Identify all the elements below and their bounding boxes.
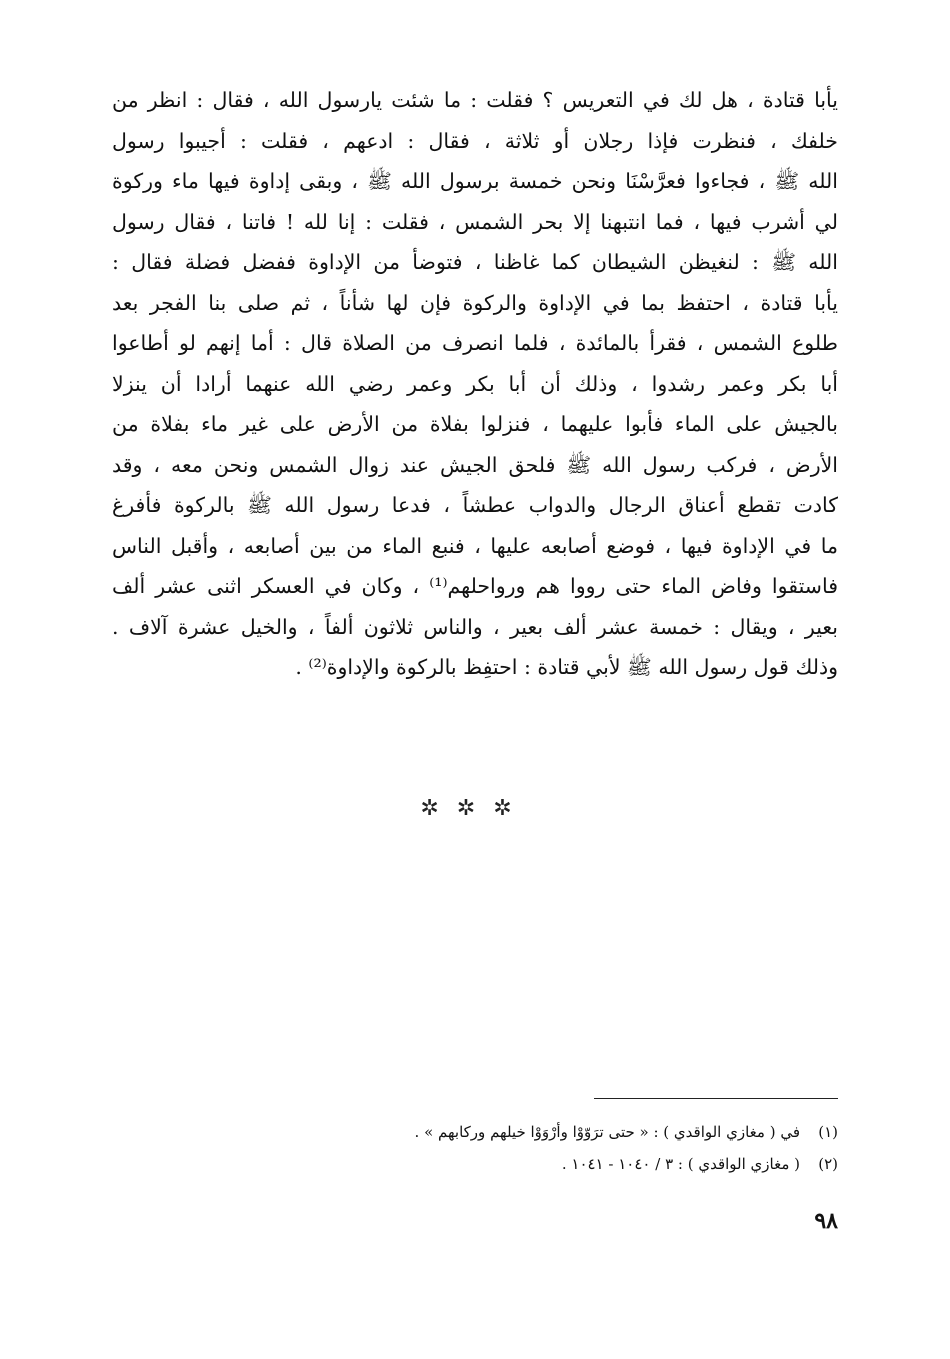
text-line: أبا بكر وعمر رشدوا ، وذلك أن أبا بكر وعمر رضي الله عنهما أرادا أن ينزلا [112,371,838,396]
text-line: يأبا قتادة ، احتفظ بما في الإداوة والركوة فإن لها شأناً ، ثم صلى بنا الفجر بعد [112,290,838,315]
footnote-text: ( مغازي الواقدي ) : ٣ / ١٠٤٠ - ١٠٤١ . [561,1155,800,1173]
text-line: لي أشرب فيها ، فما انتبهنا إلا بحر الشمس ، فقلت : إنا لله ! فاتنا ، فقال رسول [112,209,838,234]
footnote-divider [594,1098,838,1099]
star-ornament-icon: ✲ [456,796,494,821]
star-ornament-icon: ✲ [420,796,457,821]
footnote-number: (٢) [818,1155,838,1173]
text-line: خلفك ، فنظرت فإذا رجلان أو ثلاثة ، فقال : ادعهم ، فقلت : أجيبوا رسول [112,128,838,153]
text-line: يأبا قتادة ، هل لك في التعريس ؟ فقلت : ما شئت يارسول الله ، فقال : انظر من [112,88,838,112]
text-line: فاستقوا وفاض الماء حتى رووا هم ورواحلهم⁽¹⁾ ، وكان في العسكر اثنى عشر ألف [112,574,838,598]
footnote-item [112,1116,838,1148]
footnote-number: (١) [818,1123,838,1141]
footnote-text: في ( مغازي الواقدي ) : « حتى ترَوّوْا وأرْوَوْا خيلهم وركابهم » . [414,1123,800,1141]
footnote-item [112,1148,838,1180]
star-ornament-icon: ✲ [493,796,530,821]
text-line: بالجيش على الماء فأبوا عليهما ، فنزلوا بفلاة من الأرض على غير ماء بفلاة من [112,412,838,436]
text-line: الأرض ، فركب رسول الله ﷺ فلحق الجيش عند زوال الشمس ونحن معه ، وقد [112,452,838,477]
footnotes-block [112,1116,838,1180]
text-line-last: وذلك قول رسول الله ﷺ لأبي قتادة : احتفِظ بالركوة والإداوة⁽²⁾ . [295,655,838,679]
text-line: ما في الإداوة فيها ، فوضع أصابعه عليها ، فنبع الماء من بين أصابعه ، وأقبل الناس [112,533,838,558]
main-text-block [112,80,838,688]
section-separator-stars [0,796,950,821]
page-number: ٩٨ [814,1208,838,1234]
text-line: طلوع الشمس ، فقرأ بالمائدة ، فلما انصرف من الصلاة قال : أما إنهم لو أطاعوا [112,331,838,355]
text-line: الله ﷺ : لنغيظن الشيطان كما غاظنا ، فتوضأ من الإداوة ففضل فضلة فقال : [112,250,838,274]
text-line: بعير ، ويقال : خمسة عشر ألف بعير ، والناس ثلاثون ألفاً ، والخيل عشرة آلاف . [112,614,838,639]
text-line: كادت تقطع أعناق الرجال والدواب عطشاً ، فدعا رسول الله ﷺ بالركوة فأفرغ [112,493,838,517]
text-line: الله ﷺ ، فجاءوا فعرَّسْنَا ونحن خمسة برسول الله ﷺ ، وبقى إداوة فيها ماء وركوة [112,169,838,193]
